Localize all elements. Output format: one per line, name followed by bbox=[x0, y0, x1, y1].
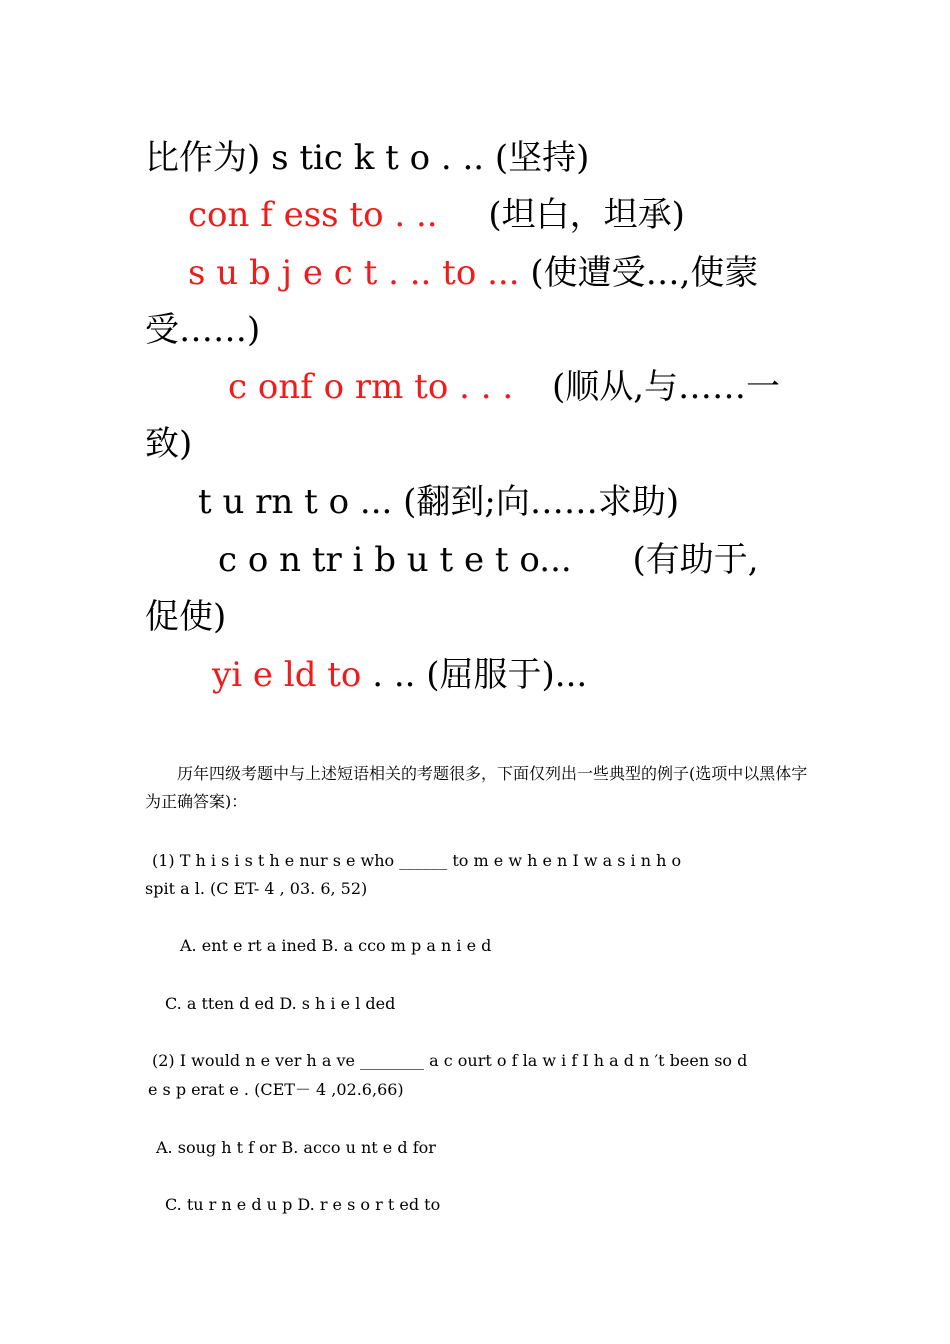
question-1-stem-continued: spit a l. (C ET- 4 , 03. 6, 52) bbox=[145, 879, 368, 898]
phrase-contribute-to-continued: 促使) bbox=[145, 597, 227, 637]
question-2-stem-continued: e s p erat e . (CET－ 4 ,02.6,66) bbox=[148, 1080, 404, 1099]
phrase-turn-to: t u rn t o ... (翻到;向……求助) bbox=[198, 482, 680, 522]
phrase-subject-to-continued: 受……) bbox=[145, 310, 261, 350]
phrase-stick-to: 比作为) s tic k t o . .. (坚持) bbox=[145, 138, 590, 178]
phrase-contribute-to bbox=[218, 540, 759, 580]
phrase-subject-to bbox=[188, 253, 758, 293]
phrase-confess-to-meaning: (坦白，坦承) bbox=[488, 195, 685, 235]
question-1-stem: (1) T h i s i s t h e nur s e who ______ to m e w h e n I w a s i n h o bbox=[152, 851, 682, 870]
phrase-conform-to-text: c onf o rm to . . . bbox=[228, 367, 514, 407]
phrase-conform-to-continued: 致) bbox=[145, 424, 193, 464]
question-1-options-ab: A. ent e rt a ined B. a cco m p a n i e d bbox=[180, 936, 492, 955]
phrase-subject-to-meaning: (使遭受…,使蒙 bbox=[519, 253, 759, 293]
phrase-confess-to bbox=[188, 195, 685, 235]
phrase-conform-to-meaning: (顺从,与……一 bbox=[551, 367, 781, 407]
question-2-stem: (2) I would n e ver h a ve ________ a c ourt o f la w i f I h a d n ′t been so d bbox=[152, 1051, 748, 1070]
phrase-yield-to-text: yi e ld to bbox=[212, 655, 362, 695]
phrase-conform-to bbox=[228, 367, 780, 407]
phrase-yield-to bbox=[212, 655, 587, 695]
question-2-options-ab: A. soug h t f or B. acco u nt e d for bbox=[156, 1138, 436, 1157]
intro-paragraph: 历年四级考题中与上述短语相关的考题很多，下面仅列出一些典型的例子(选项中以黑体字为正确答案)： bbox=[145, 764, 808, 811]
phrase-contribute-to-meaning: (有助于, bbox=[632, 540, 759, 580]
phrase-yield-to-meaning: . .. (屈服于)... bbox=[361, 655, 588, 695]
phrase-confess-to-text: con f ess to . .. bbox=[188, 195, 438, 235]
question-2-options-cd: C. tu r n e d u p D. r e s o r t ed to bbox=[165, 1195, 441, 1214]
question-1-options-cd: C. a tten d ed D. s h i e l ded bbox=[165, 994, 396, 1013]
phrase-contribute-to-text: c o n tr i b u t e t o... bbox=[218, 540, 572, 580]
phrase-subject-to-text: s u b j e c t . .. to ... bbox=[188, 253, 520, 293]
